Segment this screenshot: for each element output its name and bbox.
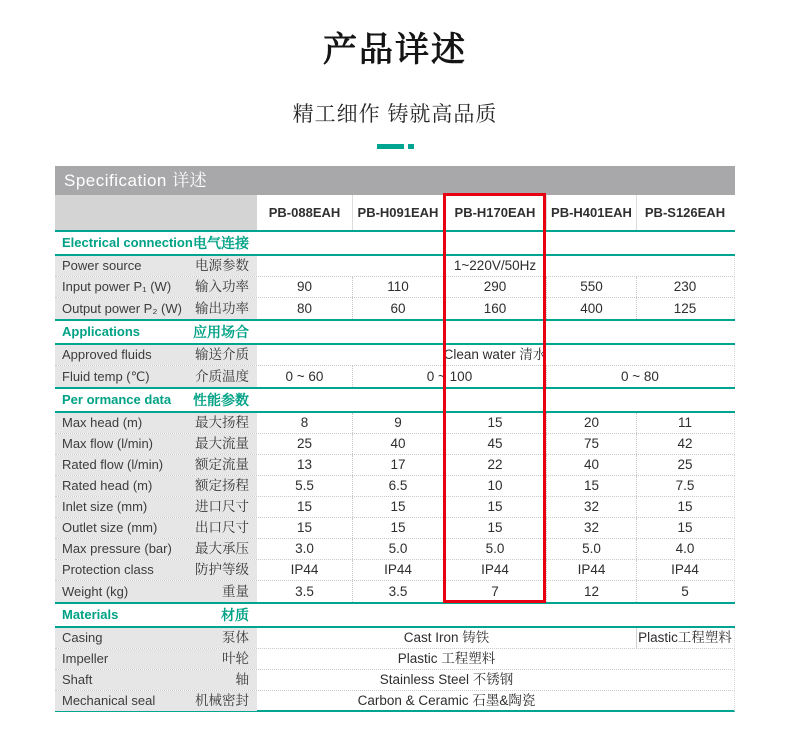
- spec-value: 0 ~ 80: [546, 366, 733, 387]
- spec-value: Clean water 清水: [443, 347, 547, 362]
- spec-table-title-bar: Specification 详述: [55, 166, 735, 195]
- row-label-en: Output power P₂ (W): [62, 300, 182, 316]
- section-row-electrical: [55, 230, 735, 256]
- row-label-cn: 输出功率: [195, 300, 249, 316]
- spec-value: 110: [352, 277, 443, 297]
- spec-value: 230: [636, 277, 733, 297]
- section-title-cn: 应用场合: [193, 324, 249, 340]
- spec-row-rated-flow: [55, 455, 735, 476]
- spec-value: 15: [352, 518, 443, 538]
- spec-value: 3.5: [352, 581, 443, 602]
- spec-value: 90: [296, 279, 313, 294]
- title-divider: [0, 143, 790, 149]
- spec-value: 4.0: [636, 539, 733, 559]
- column-header-pbh091eah: PB-H091EAH: [352, 195, 443, 230]
- spec-row-mechanical-seal: [55, 691, 735, 712]
- row-label-cn: 重量: [222, 583, 249, 599]
- row-label-en: Input power P₁ (W): [62, 279, 172, 294]
- spec-value: 5.5: [295, 478, 314, 493]
- spec-row-impeller: [55, 649, 735, 670]
- spec-row-weight: [55, 581, 735, 602]
- spec-value: 0 ~ 100: [352, 366, 546, 387]
- row-label-en: Max pressure (bar): [62, 541, 172, 556]
- section-title-cn: 性能参数: [193, 392, 249, 408]
- spec-value: 11: [636, 413, 733, 433]
- spec-value: 45: [443, 434, 546, 454]
- spec-value: 0 ~ 60: [285, 368, 324, 384]
- spec-row-max-flow: [55, 434, 735, 455]
- spec-value-empty: [636, 649, 733, 669]
- spec-value: 25: [636, 455, 733, 475]
- spec-value: Carbon & Ceramic 石墨&陶瓷: [357, 693, 536, 708]
- row-label-cn: 最大扬程: [195, 415, 249, 430]
- spec-value: 15: [443, 497, 546, 517]
- spec-value-empty: [636, 691, 733, 711]
- spec-value: 17: [352, 455, 443, 475]
- spec-value: 40: [546, 455, 636, 475]
- row-label-en: Shaft: [62, 672, 93, 687]
- row-label-cn: 最大流量: [195, 436, 249, 451]
- spec-value: IP44: [443, 560, 546, 580]
- section-title-en: Electrical connection: [62, 235, 193, 250]
- spec-row-casing: [55, 628, 735, 649]
- row-label-cn: 电源参数: [195, 258, 249, 273]
- row-label-cn: 最大承压: [195, 541, 249, 556]
- row-label-cn: 机械密封: [195, 693, 249, 708]
- spec-row-power-source: [55, 256, 735, 277]
- spec-value-empty: [636, 670, 733, 690]
- section-title-cn: 材质: [221, 607, 249, 623]
- row-label-en: Approved fluids: [62, 347, 152, 362]
- spec-value: 32: [546, 497, 636, 517]
- section-row-performance: [55, 387, 735, 413]
- spec-value: 15: [296, 499, 313, 514]
- spec-value: 290: [443, 277, 546, 297]
- spec-value: 5.0: [352, 539, 443, 559]
- spec-value: 15: [352, 497, 443, 517]
- spec-value: 32: [546, 518, 636, 538]
- spec-table: [55, 166, 735, 712]
- spec-value: 6.5: [352, 476, 443, 496]
- spec-value: Plastic 工程塑料: [397, 651, 496, 666]
- row-label-en: Power source: [62, 258, 142, 273]
- spec-value: 7: [443, 581, 546, 602]
- row-label-en: Rated flow (l/min): [62, 457, 164, 472]
- row-label-cn: 介质温度: [195, 368, 249, 384]
- section-row-materials: [55, 602, 735, 628]
- spec-value: 25: [296, 436, 313, 451]
- section-row-applications: [55, 319, 735, 345]
- spec-value: Stainless Steel 不锈钢: [379, 672, 514, 687]
- spec-value: 80: [296, 300, 313, 316]
- row-label-en: Protection class: [62, 562, 154, 577]
- spec-value: 10: [443, 476, 546, 496]
- row-label-en: Impeller: [62, 651, 109, 666]
- spec-value: 12: [546, 581, 636, 602]
- column-header-pb088eah: PB-088EAH: [268, 205, 341, 220]
- row-label-cn: 额定流量: [195, 457, 249, 472]
- spec-row-fluid-temp: [55, 366, 735, 387]
- spec-value: IP44: [636, 560, 733, 580]
- spec-value: 75: [546, 434, 636, 454]
- row-label-en: Weight (kg): [62, 583, 129, 599]
- row-label-cn: 输送介质: [195, 347, 249, 362]
- row-label-cn: 进口尺寸: [195, 499, 249, 514]
- row-label-en: Casing: [62, 630, 103, 645]
- page-title: 产品详述: [323, 31, 467, 69]
- spec-value: 60: [352, 298, 443, 319]
- spec-value: 125: [636, 298, 733, 319]
- spec-row-input-power: [55, 277, 735, 298]
- row-label-en: Max flow (l/min): [62, 436, 154, 451]
- spec-value: 42: [636, 434, 733, 454]
- spec-value: 5.0: [443, 539, 546, 559]
- spec-value: 400: [546, 298, 636, 319]
- spec-value: 15: [443, 413, 546, 433]
- section-title-en: Applications: [62, 324, 141, 339]
- section-title-cn: 电气连接: [193, 235, 249, 251]
- row-label-cn: 轴: [235, 672, 249, 687]
- row-label-cn: 出口尺寸: [195, 520, 249, 535]
- column-header-row: [55, 195, 735, 230]
- spec-value: 1~220V/50Hz: [453, 258, 537, 273]
- spec-value: IP44: [546, 560, 636, 580]
- spec-value: 5: [636, 581, 733, 602]
- spec-value: 13: [296, 457, 313, 472]
- row-label-cn: 额定扬程: [195, 478, 249, 493]
- spec-value: 15: [636, 497, 733, 517]
- row-label-en: Fluid temp (℃): [62, 368, 150, 384]
- spec-value: Cast Iron 铸铁: [403, 630, 490, 645]
- spec-value: 15: [443, 518, 546, 538]
- spec-row-max-head: [55, 413, 735, 434]
- row-label-cn: 防护等级: [195, 562, 249, 577]
- spec-row-max-pressure: [55, 539, 735, 560]
- spec-value: 8: [300, 415, 309, 430]
- spec-value: IP44: [352, 560, 443, 580]
- divider-bar: [377, 144, 404, 149]
- spec-value: 3.0: [295, 541, 314, 556]
- spec-row-protection-class: [55, 560, 735, 581]
- spec-value: 160: [443, 298, 546, 319]
- row-label-en: Mechanical seal: [62, 693, 156, 708]
- section-title-en: Materials: [62, 607, 119, 622]
- spec-value: 15: [546, 476, 636, 496]
- row-label-cn: 泵体: [222, 630, 249, 645]
- row-label-cn: 叶轮: [222, 651, 249, 666]
- spec-value: 15: [296, 520, 313, 535]
- divider-square: [408, 144, 414, 149]
- row-label-en: Rated head (m): [62, 478, 153, 493]
- row-label-en: Inlet size (mm): [62, 499, 148, 514]
- spec-value: 22: [443, 455, 546, 475]
- row-label-en: Outlet size (mm): [62, 520, 158, 535]
- spec-value: 550: [546, 277, 636, 297]
- spec-value: 9: [352, 413, 443, 433]
- spec-value: 7.5: [636, 476, 733, 496]
- column-header-pbs126eah: PB-S126EAH: [636, 195, 733, 230]
- spec-row-approved-fluids: [55, 345, 735, 366]
- spec-row-rated-head: [55, 476, 735, 497]
- spec-value: 15: [636, 518, 733, 538]
- column-header-pbh401eah: PB-H401EAH: [546, 195, 636, 230]
- spec-row-outlet-size: [55, 518, 735, 539]
- page-subtitle: 精工细作 铸就高品质: [292, 103, 498, 126]
- spec-value: 20: [546, 413, 636, 433]
- section-title-en: Per ormance data: [62, 392, 172, 407]
- spec-value: Plastic工程塑料: [636, 628, 733, 648]
- row-label-en: Max head (m): [62, 415, 143, 430]
- column-header-pbh170eah: PB-H170EAH: [443, 195, 546, 230]
- row-label-cn: 输入功率: [195, 279, 249, 294]
- spec-value: 3.5: [295, 583, 314, 599]
- column-header-label-area: [55, 195, 257, 230]
- spec-value: 5.0: [546, 539, 636, 559]
- spec-value: IP44: [290, 562, 319, 577]
- spec-row-shaft: [55, 670, 735, 691]
- spec-row-inlet-size: [55, 497, 735, 518]
- spec-value: 40: [352, 434, 443, 454]
- spec-row-output-power: [55, 298, 735, 319]
